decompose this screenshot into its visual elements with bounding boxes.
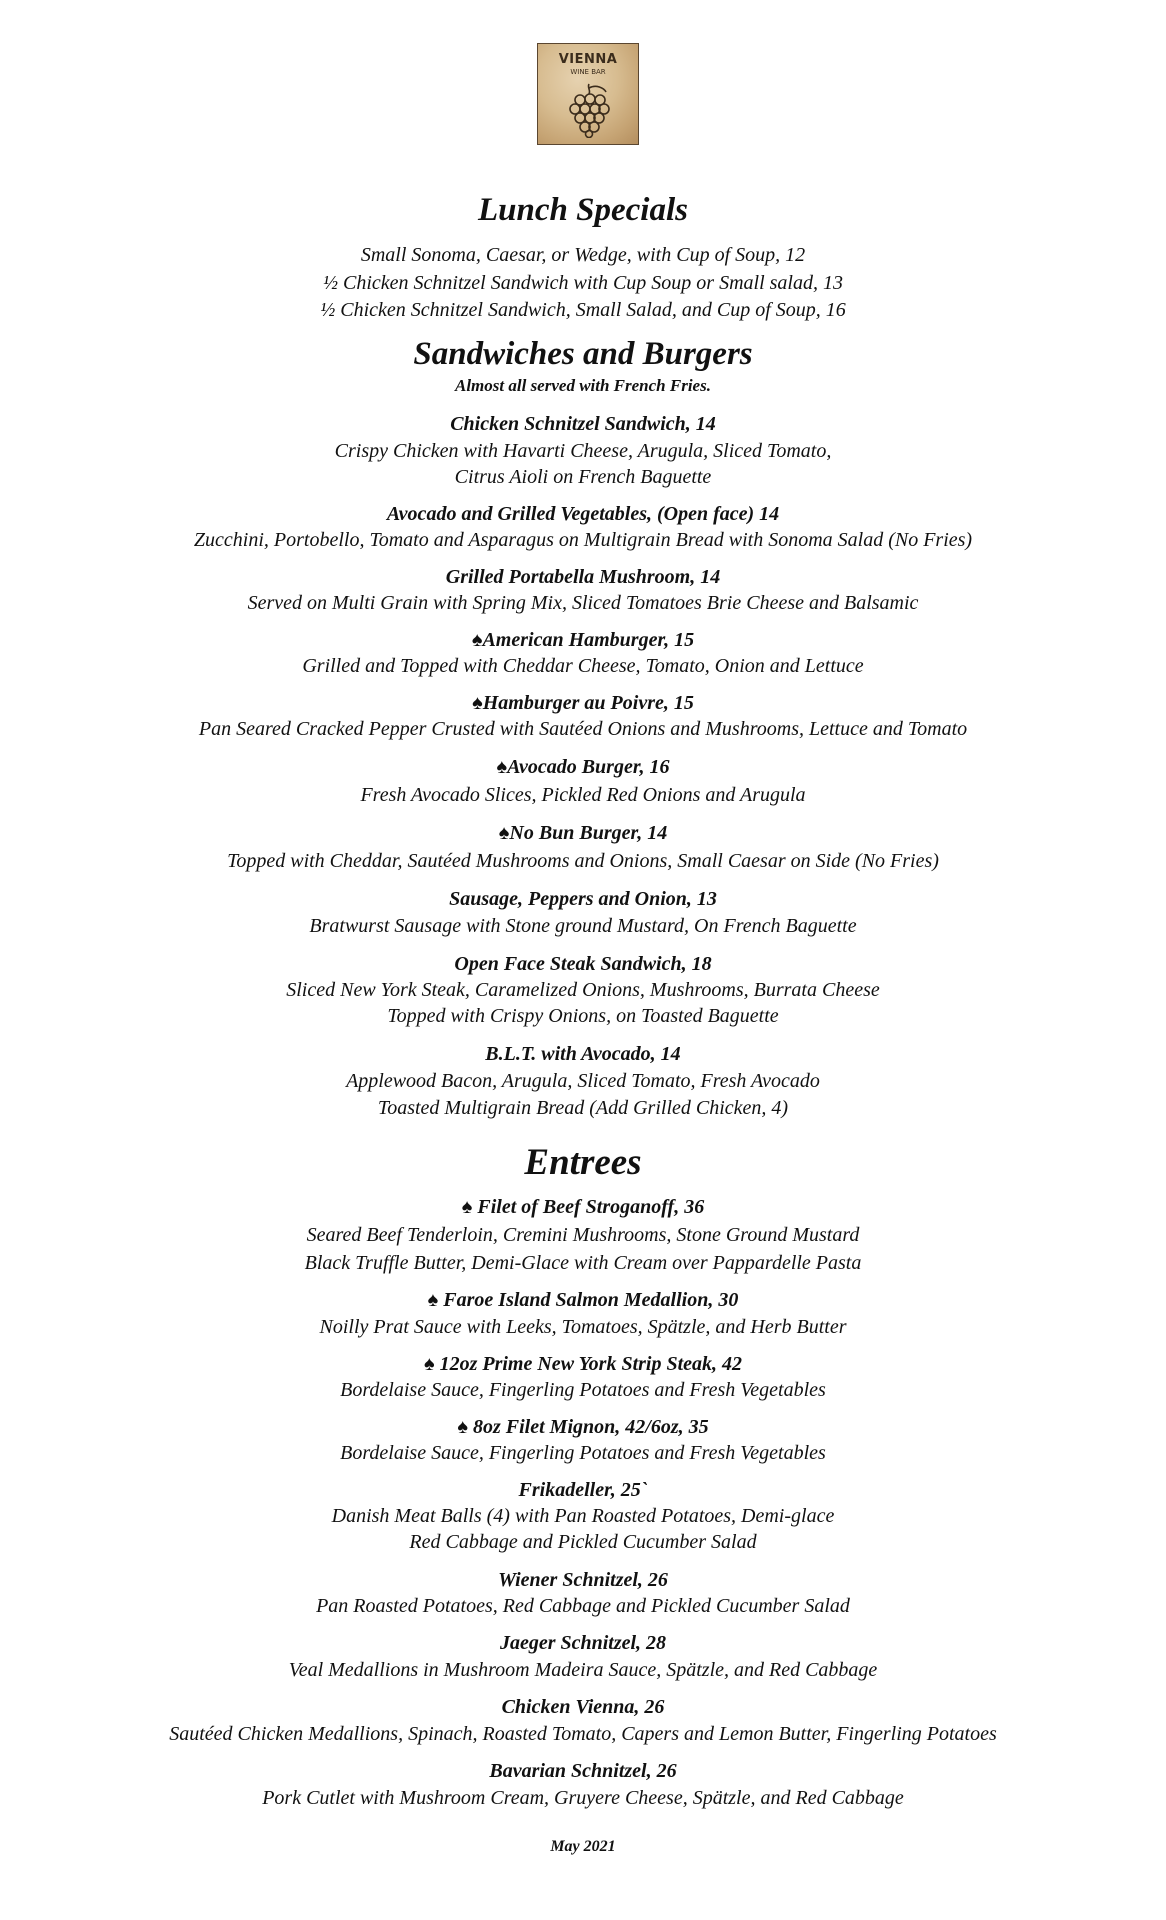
- menu-item-name: B.L.T. with Avocado, 14: [485, 1043, 681, 1065]
- menu-item-name: Sausage, Peppers and Onion, 13: [449, 888, 717, 910]
- menu-item-name: Open Face Steak Sandwich, 18: [454, 953, 712, 975]
- menu-item-description: Red Cabbage and Pickled Cucumber Salad: [409, 1531, 757, 1553]
- menu-item-name: ♠American Hamburger, 15: [471, 629, 695, 651]
- menu-item-description: Noilly Prat Sauce with Leeks, Tomatoes, Spätzle, and Herb Butter: [319, 1316, 847, 1338]
- menu-item-name: Bavarian Schnitzel, 26: [489, 1760, 677, 1782]
- menu-item-description: Fresh Avocado Slices, Pickled Red Onions and Arugula: [360, 784, 806, 806]
- menu-item-description: Toasted Multigrain Bread (Add Grilled Chicken, 4): [377, 1097, 789, 1119]
- logo-subtitle: WINE BAR: [570, 68, 606, 76]
- menu-item-description: Danish Meat Balls (4) with Pan Roasted Potatoes, Demi-glace: [331, 1505, 835, 1527]
- menu-item-name: ♠Avocado Burger, 16: [496, 756, 670, 778]
- menu-item-description: Pork Cutlet with Mushroom Cream, Gruyere Cheese, Spätzle, and Red Cabbage: [262, 1787, 904, 1809]
- menu-item-name: ♠ 8oz Filet Mignon, 42/6oz, 35: [457, 1416, 709, 1438]
- sandwiches-title: Sandwiches and Burgers: [413, 336, 753, 372]
- menu-item-description: Citrus Aioli on French Baguette: [454, 466, 712, 488]
- menu-item-description: Grilled and Topped with Cheddar Cheese, Tomato, Onion and Lettuce: [302, 655, 864, 677]
- menu-item-name: ♠ Filet of Beef Stroganoff, 36: [461, 1196, 705, 1218]
- menu-item-name: ♠No Bun Burger, 14: [498, 822, 668, 844]
- menu-item-description: Applewood Bacon, Arugula, Sliced Tomato, Fresh Avocado: [346, 1070, 820, 1092]
- menu-item-name: Chicken Vienna, 26: [501, 1696, 665, 1718]
- restaurant-logo: [537, 43, 639, 145]
- menu-item-description: Seared Beef Tenderloin, Cremini Mushrooms, Stone Ground Mustard: [306, 1224, 860, 1246]
- menu-item-description: Pan Seared Cracked Pepper Crusted with Sautéed Onions and Mushrooms, Lettuce and Tomato: [198, 718, 968, 740]
- menu-item-description: Topped with Crispy Onions, on Toasted Baguette: [387, 1005, 779, 1027]
- menu-item-description: Bratwurst Sausage with Stone ground Mustard, On French Baguette: [309, 915, 857, 937]
- grapes-icon: [566, 82, 612, 138]
- menu-item-name: ♠ 12oz Prime New York Strip Steak, 42: [423, 1353, 743, 1375]
- lunch-special-item: Small Sonoma, Caesar, or Wedge, with Cup of Soup, 12: [360, 244, 806, 266]
- menu-item-description: Sautéed Chicken Medallions, Spinach, Roasted Tomato, Capers and Lemon Butter, Fingerling Potatoes: [169, 1723, 997, 1745]
- menu-item-description: Sliced New York Steak, Caramelized Onions, Mushrooms, Burrata Cheese: [286, 979, 880, 1001]
- menu-item-name: Avocado and Grilled Vegetables, (Open face) 14: [386, 503, 780, 525]
- menu-item-name: ♠Hamburger au Poivre, 15: [472, 692, 694, 714]
- menu-item-description: Crispy Chicken with Havarti Cheese, Arugula, Sliced Tomato,: [334, 440, 832, 462]
- menu-item-description: Served on Multi Grain with Spring Mix, Sliced Tomatoes Brie Cheese and Balsamic: [247, 592, 919, 614]
- menu-item-name: Jaeger Schnitzel, 28: [499, 1632, 667, 1654]
- entrees-title: Entrees: [524, 1142, 642, 1183]
- menu-item-description: Pan Roasted Potatoes, Red Cabbage and Pickled Cucumber Salad: [316, 1595, 850, 1617]
- menu-item-description: Veal Medallions in Mushroom Madeira Sauce, Spätzle, and Red Cabbage: [288, 1659, 878, 1681]
- lunch-special-item: ½ Chicken Schnitzel Sandwich with Cup Soup or Small salad, 13: [323, 272, 843, 294]
- lunch-special-item: ½ Chicken Schnitzel Sandwich, Small Salad, and Cup of Soup, 16: [320, 299, 846, 321]
- menu-item-name: Frikadeller, 25`: [518, 1479, 648, 1501]
- sandwiches-note: Almost all served with French Fries.: [455, 376, 711, 395]
- menu-item-name: Grilled Portabella Mushroom, 14: [445, 566, 721, 588]
- menu-item-name: ♠ Faroe Island Salmon Medallion, 30: [427, 1289, 739, 1311]
- menu-date: May 2021: [550, 1838, 616, 1855]
- menu-item-description: Bordelaise Sauce, Fingerling Potatoes and Fresh Vegetables: [340, 1379, 826, 1401]
- menu-item-name: Wiener Schnitzel, 26: [498, 1569, 668, 1591]
- logo-name: VIENNA: [558, 52, 618, 67]
- menu-item-name: Chicken Schnitzel Sandwich, 14: [450, 413, 716, 435]
- menu-item-description: Bordelaise Sauce, Fingerling Potatoes and Fresh Vegetables: [340, 1442, 826, 1464]
- menu-item-description: Topped with Cheddar, Sautéed Mushrooms and Onions, Small Caesar on Side (No Fries): [227, 850, 939, 872]
- menu-item-description: Zucchini, Portobello, Tomato and Asparagus on Multigrain Bread with Sonoma Salad (No Fries): [193, 529, 973, 551]
- lunch-specials-title: Lunch Specials: [478, 192, 688, 228]
- menu-item-description: Black Truffle Butter, Demi-Glace with Cream over Pappardelle Pasta: [304, 1252, 862, 1274]
